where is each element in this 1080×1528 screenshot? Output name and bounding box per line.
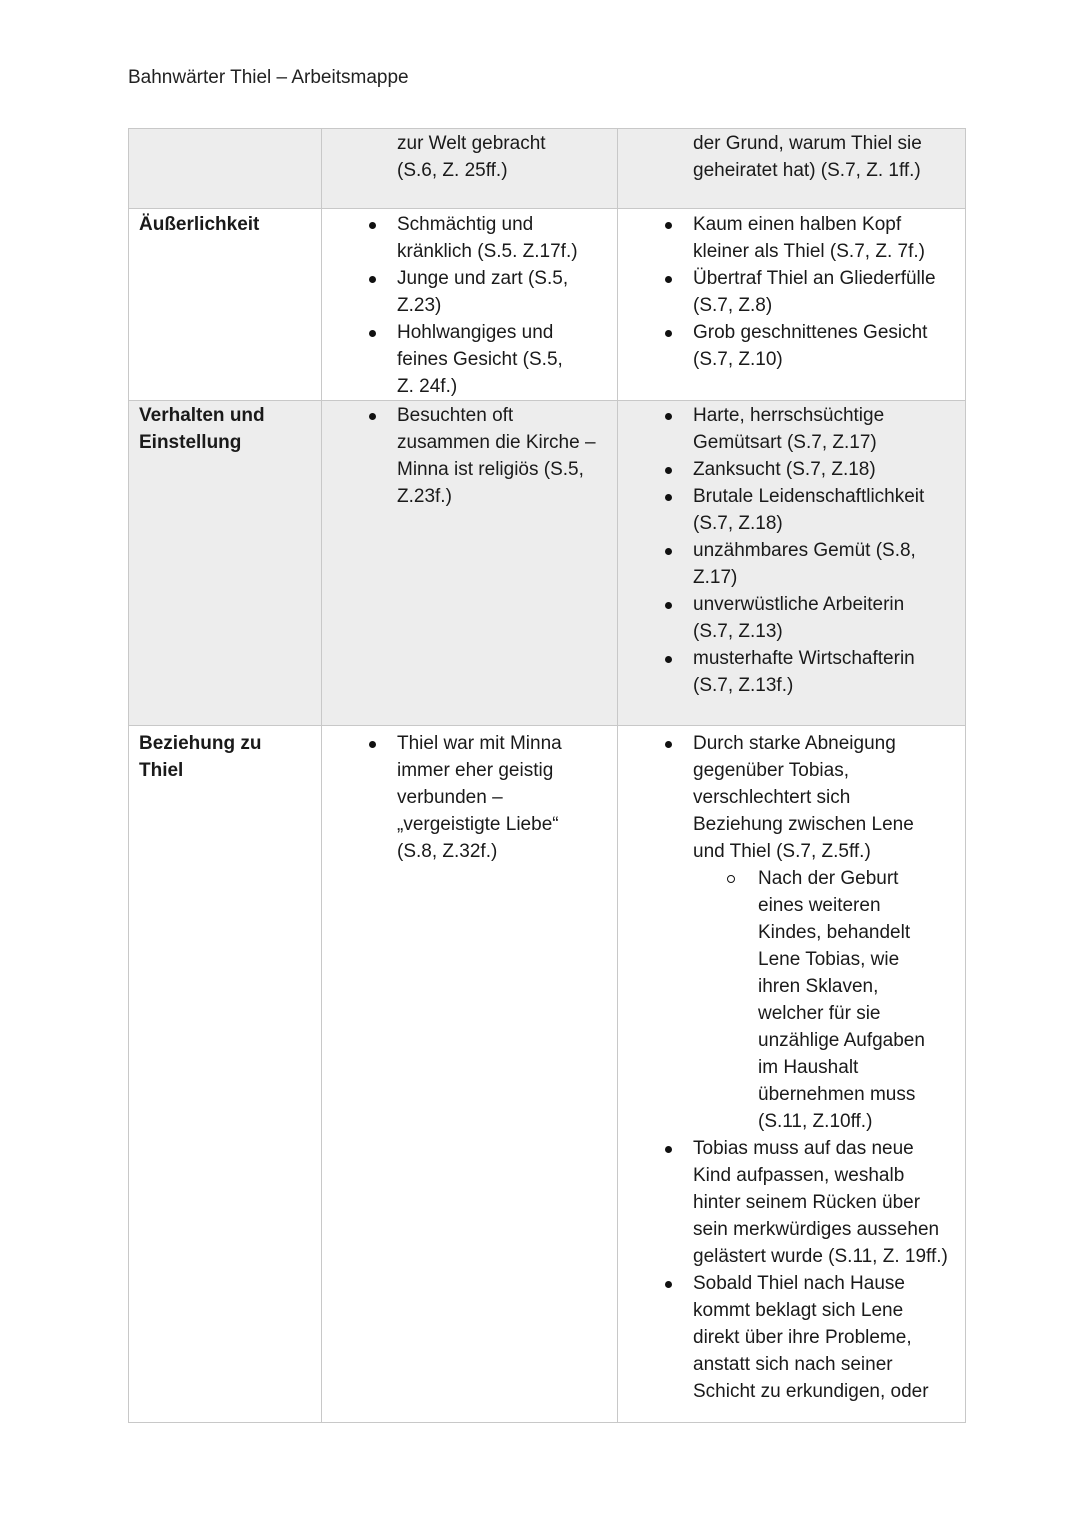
continued-text: zur Welt gebracht (S.6, Z. 25ff.)	[397, 133, 546, 181]
list-item: Hohlwangiges und feines Gesicht (S.5, Z. 24f.)	[332, 319, 607, 400]
minna-cell	[322, 129, 618, 209]
lene-cell	[618, 401, 966, 726]
list-item: Grob geschnittenes Gesicht (S.7, Z.10)	[628, 319, 955, 373]
table-row	[129, 129, 966, 209]
lene-cell	[618, 726, 966, 1423]
list-item: Thiel war mit Minna immer eher geistig verbunden – „vergeistigte Liebe“ (S.8, Z.32f.)	[332, 730, 607, 865]
minna-cell	[322, 401, 618, 726]
lene-cell	[618, 129, 966, 209]
bullet-list	[332, 211, 607, 400]
list-item: Schmächtig und kränklich (S.5. Z.17f.)	[332, 211, 607, 265]
list-item: Sobald Thiel nach Hause kommt beklagt sich Lene direkt über ihre Probleme, anstatt sich nach seiner Schicht zu erkundigen, oder	[628, 1270, 955, 1405]
row-label: Beziehung zu Thiel	[139, 733, 262, 781]
list-item: Harte, herrschsüchtige Gemütsart (S.7, Z.17)	[628, 402, 955, 456]
list-item: Brutale Leidenschaftlichkeit (S.7, Z.18)	[628, 483, 955, 537]
list-item: Junge und zart (S.5, Z.23)	[332, 265, 607, 319]
list-item: Tobias muss auf das neue Kind aufpassen, weshalb hinter seinem Rücken über sein merkwürdiges aussehen gelästert wurde (S.11, Z. 19ff.)	[628, 1135, 955, 1270]
row-label: Verhalten und Einstellung	[139, 405, 265, 453]
continued-text: der Grund, warum Thiel sie geheiratet hat) (S.7, Z. 1ff.)	[693, 133, 922, 181]
row-label: Äußerlichkeit	[139, 214, 260, 235]
sub-list	[693, 865, 955, 1135]
character-comparison-table	[128, 128, 966, 1423]
list-item: Durch starke Abneigung gegenüber Tobias, verschlechtert sich Beziehung zwischen Lene und Thiel (S.7, Z.5ff.) Nach der Geburt eines weiteren Kindes, behandelt Lene Tobias, wie ihren Sklaven, welcher für sie unzählige Aufgaben im Haushalt übernehmen muss (S.11, Z.10ff.)	[628, 730, 955, 1135]
table-row	[129, 726, 966, 1423]
list-item: unzähmbares Gemüt (S.8, Z.17)	[628, 537, 955, 591]
list-item: Übertraf Thiel an Gliederfülle (S.7, Z.8)	[628, 265, 955, 319]
table-row	[129, 209, 966, 401]
list-item: unverwüstliche Arbeiterin (S.7, Z.13)	[628, 591, 955, 645]
row-label-cell	[129, 209, 322, 401]
page-header: Bahnwärter Thiel – Arbeitsmappe	[128, 67, 409, 88]
bullet-list	[628, 211, 955, 373]
lene-cell	[618, 209, 966, 401]
table-row	[129, 401, 966, 726]
sub-list-item: Nach der Geburt eines weiteren Kindes, behandelt Lene Tobias, wie ihren Sklaven, welcher für sie unzählige Aufgaben im Haushalt übernehmen muss (S.11, Z.10ff.)	[693, 865, 955, 1135]
bullet-list	[628, 402, 955, 699]
list-item: Kaum einen halben Kopf kleiner als Thiel (S.7, Z. 7f.)	[628, 211, 955, 265]
row-label-cell	[129, 726, 322, 1423]
row-label-cell	[129, 401, 322, 726]
list-item: Zanksucht (S.7, Z.18)	[628, 456, 955, 483]
list-item: Besuchten oft zusammen die Kirche – Minna ist religiös (S.5, Z.23f.)	[332, 402, 607, 510]
list-item: musterhafte Wirtschafterin (S.7, Z.13f.)	[628, 645, 955, 699]
minna-cell	[322, 726, 618, 1423]
row-label-cell	[129, 129, 322, 209]
bullet-list	[332, 402, 607, 510]
bullet-list	[332, 730, 607, 865]
minna-cell	[322, 209, 618, 401]
bullet-list	[628, 730, 955, 1405]
